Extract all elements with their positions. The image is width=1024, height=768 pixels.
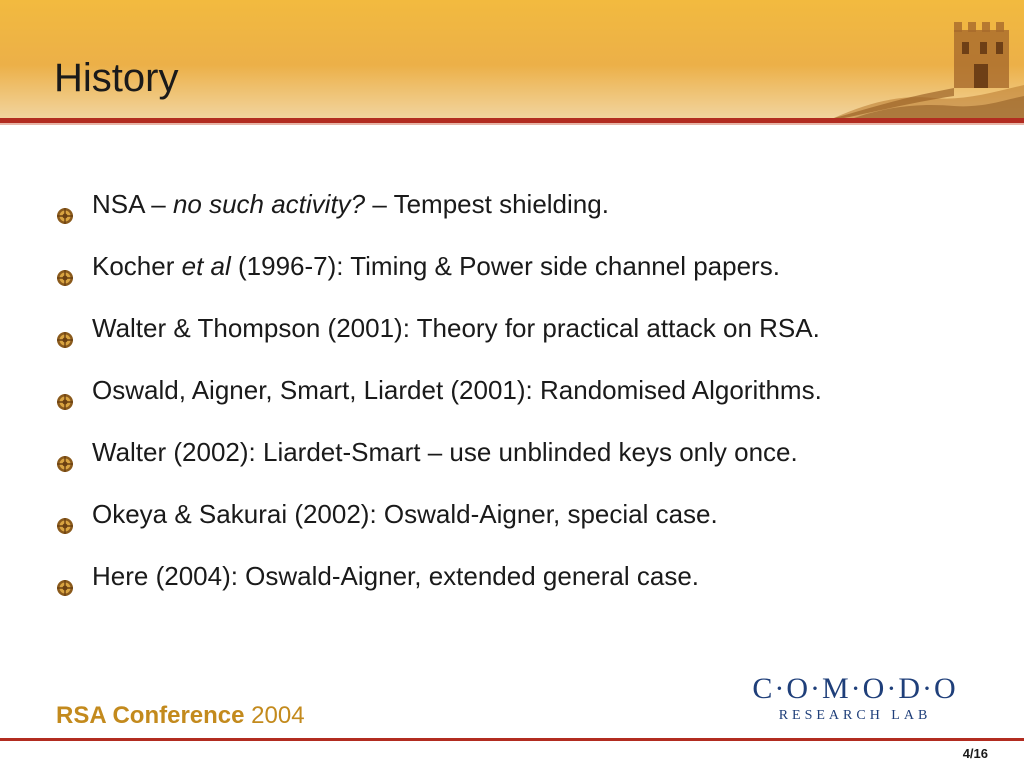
bullet-text-segment: NSA –	[92, 189, 173, 219]
gear-bullet-icon	[56, 444, 74, 462]
bullet-item	[56, 246, 822, 308]
bullet-item	[56, 556, 822, 618]
gear-bullet-icon	[56, 382, 74, 400]
gear-bullet-icon	[56, 568, 74, 586]
bullet-item	[56, 494, 822, 556]
bullet-list	[56, 184, 822, 618]
bullet-text-segment: Okeya & Sakurai (2002): Oswald-Aigner, special case.	[92, 499, 718, 529]
bullet-item	[56, 432, 822, 494]
bullet-text-segment: et al	[181, 251, 231, 281]
bullet-text-segment: Kocher	[92, 251, 182, 281]
bullet-item	[56, 308, 822, 370]
header-rule-shadow	[0, 123, 1024, 125]
bullet-text-segment: – Tempest shielding.	[365, 189, 609, 219]
bullet-text-segment: Walter (2002): Liardet-Smart – use unblinded keys only once.	[92, 437, 798, 467]
rsa-conference-logo	[56, 702, 305, 730]
bullet-text-segment: Here (2004): Oswald-Aigner, extended general case.	[92, 561, 700, 591]
comodo-subtitle: RESEARCH LAB	[778, 708, 932, 723]
rsa-event: Conference	[112, 702, 245, 729]
bullet-text-segment: Walter & Thompson (2001): Theory for practical attack on RSA.	[92, 313, 820, 343]
gear-bullet-icon	[56, 506, 74, 524]
slide-title: History	[54, 56, 179, 100]
great-wall-image	[834, 0, 1024, 118]
comodo-name: C·O·M·O·D·O	[752, 672, 958, 705]
gear-bullet-icon	[56, 196, 74, 214]
bullet-item	[56, 184, 822, 246]
bullet-text-segment: no such activity?	[172, 189, 366, 219]
gear-bullet-icon	[56, 320, 74, 338]
bullet-text-segment: (1996-7): Timing & Power side channel papers.	[230, 251, 780, 281]
page-number: 4/16	[962, 746, 988, 761]
rsa-year: 2004	[251, 702, 305, 729]
footer-rule	[0, 738, 1024, 741]
bullet-text-segment: Oswald, Aigner, Smart, Liardet (2001): Randomised Algorithms.	[92, 375, 822, 405]
rsa-brand: RSA	[56, 702, 106, 729]
gear-bullet-icon	[56, 258, 74, 276]
comodo-logo	[720, 672, 990, 724]
bullet-item	[56, 370, 822, 432]
